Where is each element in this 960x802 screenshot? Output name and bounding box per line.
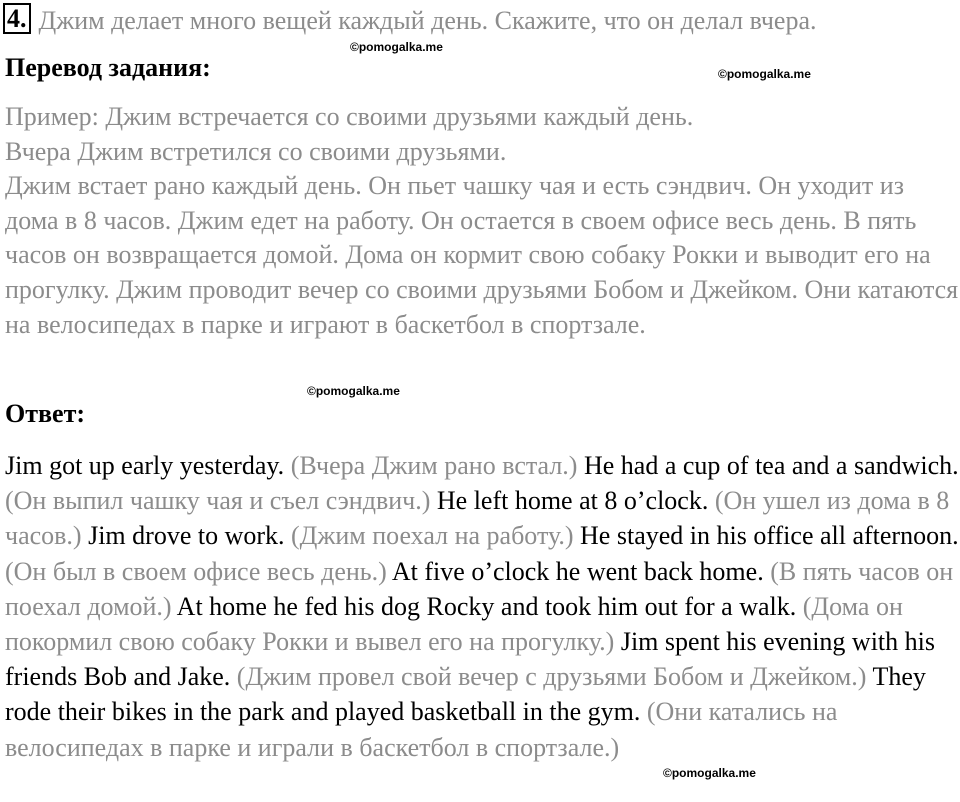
translation-line: Пример: Джим встречается со своими друзьями каждый день. <box>5 102 694 131</box>
answer-sentence-ru: (В пять часов он поехал домой.) <box>5 556 954 621</box>
answer-sentence-ru: (Он выпил чашку чая и съел сэндвич.) <box>5 486 431 516</box>
task-number: 4. <box>3 3 31 34</box>
answer-sentence-en: He stayed in his office all afternoon. <box>580 521 959 551</box>
task-text: Джим делает много вещей каждый день. Скажите, что он делал вчера. <box>38 6 817 35</box>
answer-sentence-en: He had a cup of tea and a sandwich. <box>583 451 959 480</box>
answer-sentence-ru: (Они катались на велосипедах в парке и играли в баскетбол в спортзале.) <box>5 697 838 762</box>
translation-text <box>5 100 960 342</box>
answer-sentence-en: At five o’clock he went back home. <box>391 556 764 586</box>
answer-text <box>5 448 960 765</box>
answer-sentence-ru: (Джим поехал на работу.) <box>291 521 574 551</box>
answer-sentence-ru: (Он ушел из дома в 8 часов.) <box>5 486 950 551</box>
answer-sentence-ru: (Он был в своем офисе весь день.) <box>5 556 387 586</box>
answer-heading: Ответ: <box>5 399 86 428</box>
answer-sentence-en: Jim spent his evening with his friends Bob and Jake. <box>5 627 936 692</box>
answer-sentence-en: He left home at 8 o’clock. <box>436 486 709 516</box>
answer-sentence-en: Jim got up early yesterday. <box>5 451 285 480</box>
answer-sentence-en: They rode their bikes in the park and played basketball in the gym. <box>5 662 926 727</box>
translation-line: Джим встает рано каждый день. Он пьет чашку чая и есть сэндвич. Он уходит из дома в 8 часов. Джим едет на работу. Он остается в своем офисе весь день. В пять часов он возвращается домой. Дома он кормит свою собаку Рокки и выводит его на прогулку. Джим проводит вечер со своими друзьями Бобом и Джейком. Они катаются на велосипедах в парке и играют в баскетбол в спортзале. <box>5 171 959 339</box>
answer-sentence-en: At home he fed his dog Rocky and took him out for a walk. <box>176 591 797 621</box>
translation-heading: Перевод задания: <box>5 53 211 82</box>
watermark: ©pomogalka.me <box>307 384 400 398</box>
answer-sentence-en: Jim drove to work. <box>88 521 285 551</box>
answer-sentence-ru: (Джим провел свой вечер с друзьями Бобом и Джейком.) <box>236 662 867 692</box>
task-statement <box>3 3 817 37</box>
watermark: ©pomogalka.me <box>718 67 811 81</box>
answer-sentence-ru: (Вчера Джим рано встал.) <box>290 451 578 480</box>
translation-line: Вчера Джим встретился со своими друзьями. <box>5 136 507 166</box>
watermark: ©pomogalka.me <box>663 766 756 780</box>
watermark: ©pomogalka.me <box>350 40 443 54</box>
answer-sentence-ru: (Дома он покормил свою собаку Рокки и вывел его на прогулку.) <box>5 591 903 657</box>
